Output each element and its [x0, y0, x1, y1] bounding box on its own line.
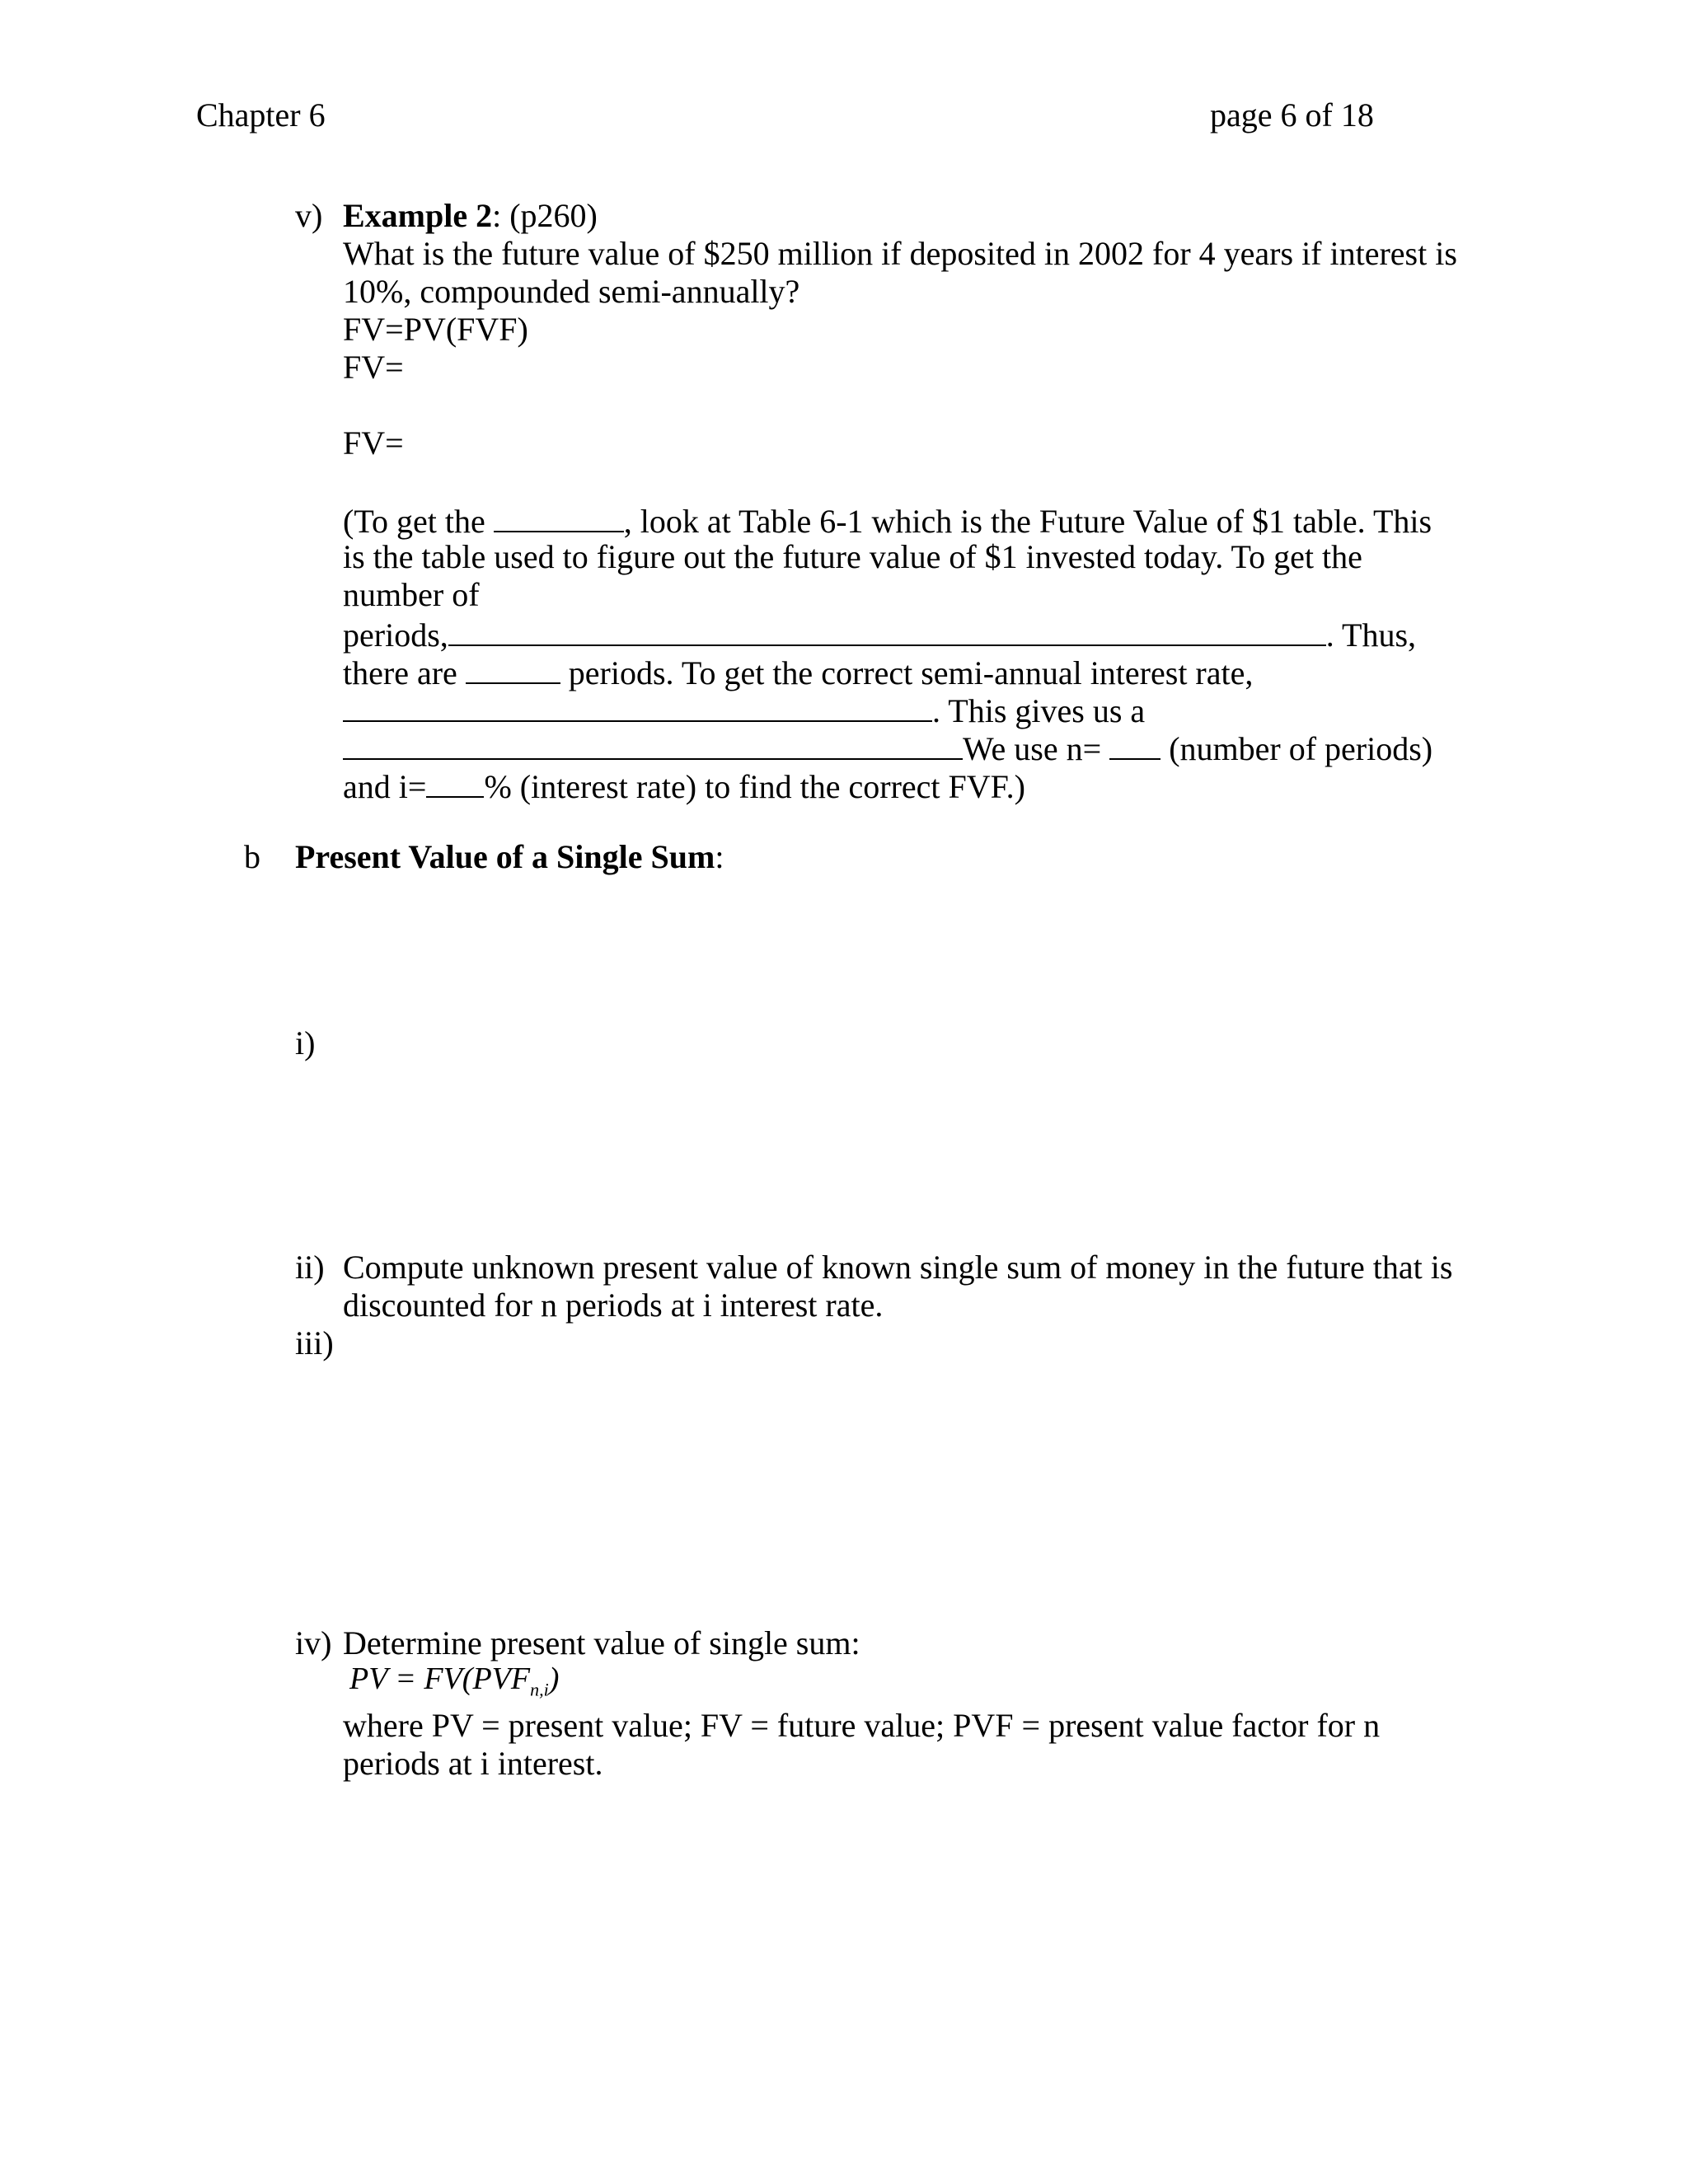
pv-equation-main: PV = FV(PVF [349, 1661, 531, 1696]
item-iv-where-line2: periods at i interest. [343, 1745, 603, 1782]
item-iv-where-line1: where PV = present value; FV = future value; PVF = present value factor for n [343, 1707, 1381, 1744]
explanation-text: . This gives us a [932, 692, 1146, 729]
item-marker-v: v) [295, 197, 323, 234]
blank-i [426, 768, 484, 798]
example-ref: : (p260) [492, 197, 598, 234]
explanation-line7 [343, 730, 1432, 766]
explanation-text: % (interest rate) to find the correct FVF.) [484, 768, 1025, 805]
page-number: page 6 of 18 [1210, 96, 1374, 134]
fv-line-1: FV= [343, 349, 404, 386]
blank-result [343, 730, 963, 760]
explanation-line5 [343, 654, 1253, 690]
item-marker-ii: ii) [295, 1249, 325, 1286]
explanation-line3: number of [343, 576, 480, 613]
item-ii-line1: Compute unknown present value of known single sum of money in the future that is [343, 1249, 1453, 1286]
explanation-line1 [343, 503, 1432, 538]
fv-line-2: FV= [343, 424, 404, 462]
explanation-text: , look at Table 6-1 which is the Future Value of $1 table. This [623, 503, 1432, 540]
blank-period-count [466, 654, 560, 684]
section-b-colon: : [715, 838, 724, 875]
section-b-heading [295, 838, 724, 875]
blank-periods [448, 616, 1326, 646]
example-formula: FV=PV(FVF) [343, 311, 528, 348]
explanation-text: We use n= [963, 730, 1110, 767]
explanation-line4 [343, 616, 1416, 652]
section-b-marker: b [244, 838, 260, 875]
explanation-line6 [343, 692, 1145, 728]
item-ii-line2: discounted for n periods at i interest rate. [343, 1286, 884, 1324]
item-marker-iv: iv) [295, 1624, 332, 1661]
explanation-text: . Thus, [1325, 616, 1417, 654]
section-b-title: Present Value of a Single Sum [295, 838, 715, 875]
explanation-line8 [343, 768, 1025, 804]
explanation-text: (number of periods) [1160, 730, 1433, 767]
example-question-line2: 10%, compounded semi-annually? [343, 273, 800, 310]
explanation-text: periods. To get the correct semi-annual interest rate, [560, 654, 1254, 691]
explanation-text: (To get the [343, 503, 494, 540]
pv-equation-close: ) [548, 1661, 560, 1696]
item-iv-text: Determine present value of single sum: [343, 1624, 860, 1661]
item-marker-iii: iii) [295, 1324, 334, 1361]
blank-n [1109, 730, 1160, 760]
blank-factor [494, 503, 624, 532]
item-marker-i: i) [295, 1024, 316, 1062]
explanation-line2: is the table used to figure out the future value of $1 invested today. To get the [343, 538, 1362, 575]
pv-equation [349, 1663, 559, 1699]
example-question-line1: What is the future value of $250 million if deposited in 2002 for 4 years if interest is [343, 235, 1457, 272]
explanation-text: periods, [343, 616, 448, 654]
pv-equation-subscript: n,i [530, 1679, 549, 1700]
example-heading [343, 199, 598, 232]
blank-rate [343, 692, 932, 722]
example-title: Example 2 [343, 197, 493, 234]
explanation-text: and i= [343, 768, 427, 805]
explanation-text: there are [343, 654, 466, 691]
chapter-label: Chapter 6 [196, 96, 326, 134]
